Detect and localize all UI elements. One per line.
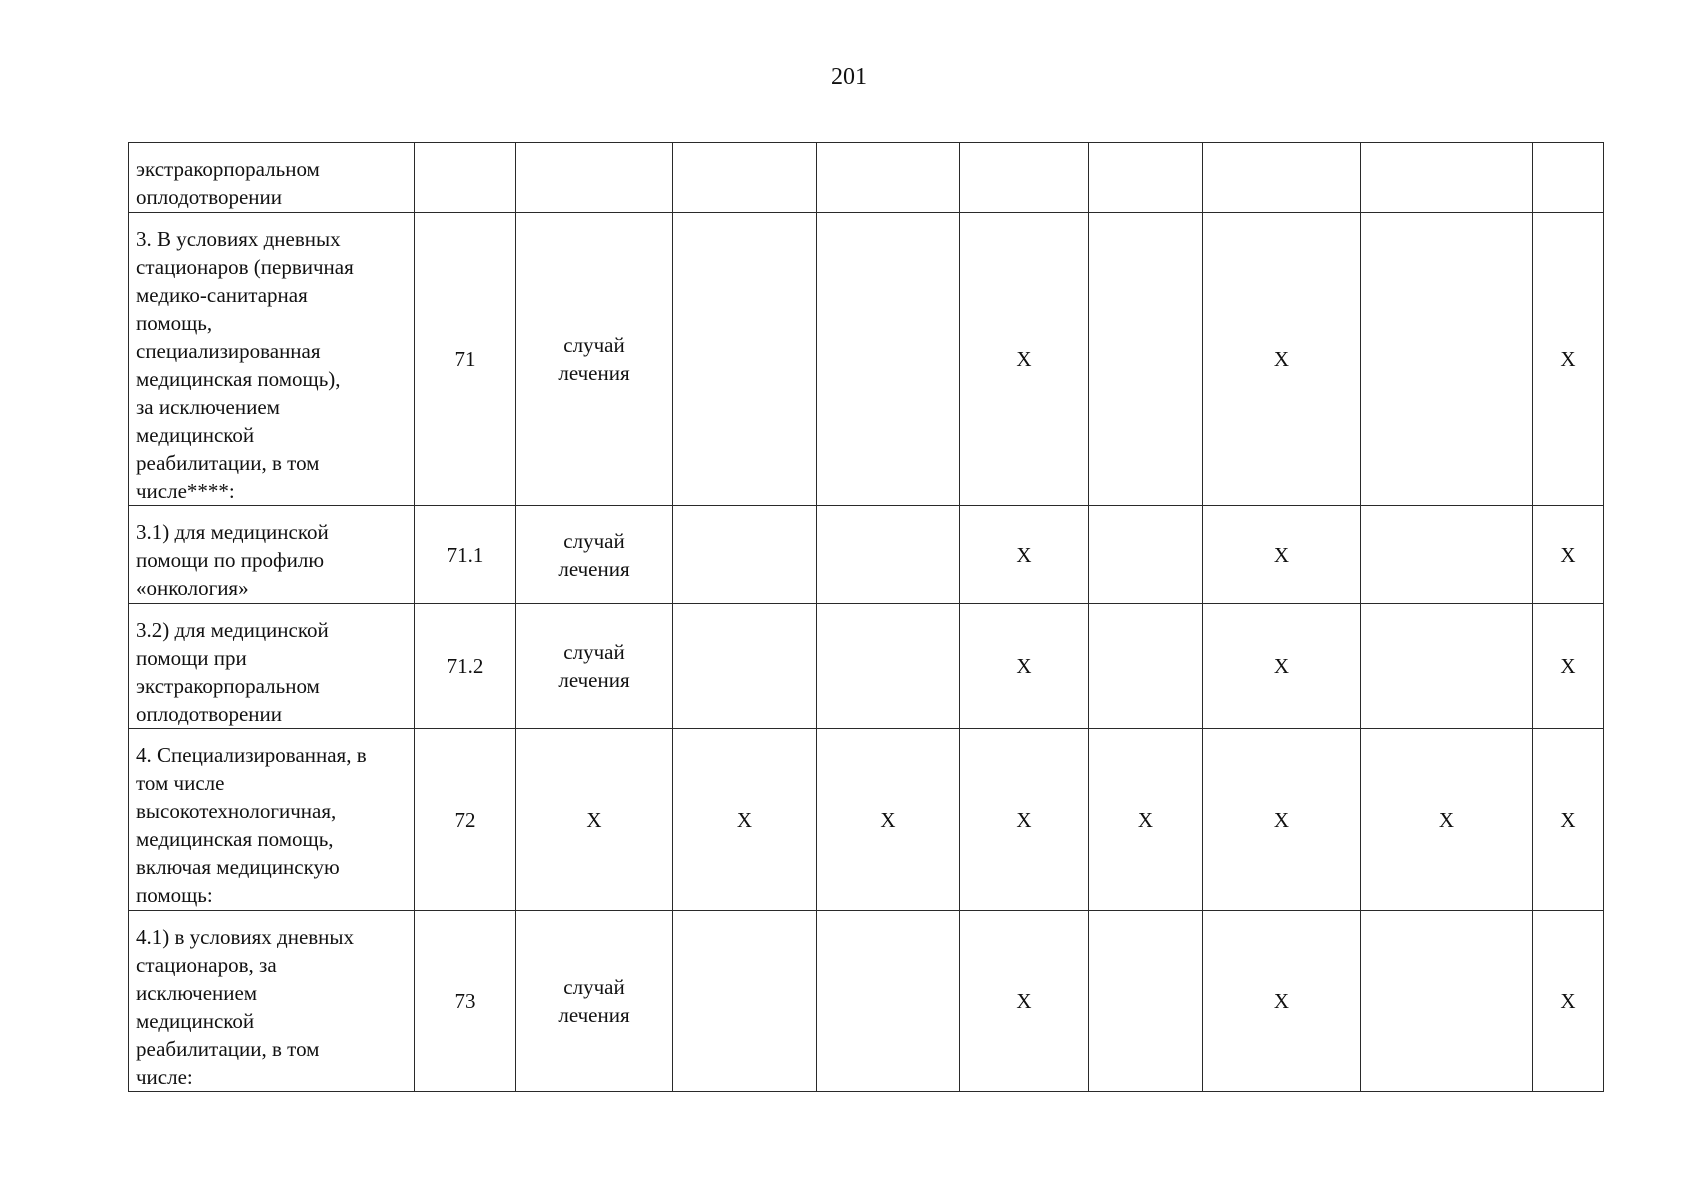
row-value-cell: X (1533, 911, 1604, 1092)
row-value-cell (817, 604, 960, 729)
row-value-cell (960, 143, 1089, 213)
row-description: экстракорпоральном оплодотворении (129, 143, 415, 213)
row-unit: случай лечения (516, 604, 673, 729)
row-unit: случай лечения (516, 911, 673, 1092)
row-code: 73 (415, 911, 516, 1092)
table-row (129, 604, 1604, 729)
row-code: 71.2 (415, 604, 516, 729)
row-value-cell (1089, 143, 1203, 213)
row-value-cell: X (817, 729, 960, 911)
row-value-cell: X (960, 604, 1089, 729)
row-unit: случай лечения (516, 213, 673, 506)
row-value-cell: X (1533, 604, 1604, 729)
row-value-cell: X (1203, 213, 1361, 506)
row-value-cell (1089, 213, 1203, 506)
row-value-cell: X (1203, 729, 1361, 911)
row-value-cell: X (960, 213, 1089, 506)
row-value-cell: X (1533, 506, 1604, 604)
row-value-cell (673, 604, 817, 729)
row-description: 4. Специализированная, в том числе высокотехнологичная, медицинская помощь, включая медицинскую помощь: (129, 729, 415, 911)
row-value-cell (817, 143, 960, 213)
row-value-cell (673, 213, 817, 506)
page-number: 201 (831, 64, 867, 90)
row-value-cell: X (960, 506, 1089, 604)
row-value-cell (673, 506, 817, 604)
row-value-cell (1089, 506, 1203, 604)
table-row (129, 729, 1604, 911)
row-value-cell: X (673, 729, 817, 911)
row-value-cell (1203, 143, 1361, 213)
row-description: 3.1) для медицинской помощи по профилю «онкология» (129, 506, 415, 604)
row-value-cell: X (1203, 911, 1361, 1092)
row-value-cell: X (1533, 213, 1604, 506)
row-description: 3.2) для медицинской помощи при экстракорпоральном оплодотворении (129, 604, 415, 729)
row-value-cell: X (1203, 604, 1361, 729)
row-value-cell (1533, 143, 1604, 213)
row-unit: X (516, 729, 673, 911)
row-code (415, 143, 516, 213)
row-description: 3. В условиях дневных стационаров (первичная медико-санитарная помощь, специализированная медицинская помощь), за исключением медицинской реабилитации, в том числе****: (129, 213, 415, 506)
table-row (129, 506, 1604, 604)
row-value-cell (1361, 604, 1533, 729)
row-value-cell: X (960, 729, 1089, 911)
row-value-cell (817, 213, 960, 506)
row-description: 4.1) в условиях дневных стационаров, за исключением медицинской реабилитации, в том числе: (129, 911, 415, 1092)
row-code: 71.1 (415, 506, 516, 604)
row-value-cell (1361, 213, 1533, 506)
row-value-cell (1361, 143, 1533, 213)
table-row (129, 911, 1604, 1092)
row-value-cell (1361, 506, 1533, 604)
row-value-cell: X (960, 911, 1089, 1092)
row-value-cell: X (1533, 729, 1604, 911)
table-row (129, 143, 1604, 213)
row-value-cell (817, 506, 960, 604)
data-table (128, 142, 1604, 1092)
row-value-cell (673, 911, 817, 1092)
row-value-cell (673, 143, 817, 213)
row-value-cell (1361, 911, 1533, 1092)
row-value-cell (1089, 604, 1203, 729)
row-value-cell (817, 911, 960, 1092)
row-unit: случай лечения (516, 506, 673, 604)
row-value-cell: X (1361, 729, 1533, 911)
row-value-cell: X (1089, 729, 1203, 911)
row-code: 72 (415, 729, 516, 911)
row-value-cell: X (1203, 506, 1361, 604)
row-code: 71 (415, 213, 516, 506)
row-unit (516, 143, 673, 213)
table-row (129, 213, 1604, 506)
row-value-cell (1089, 911, 1203, 1092)
